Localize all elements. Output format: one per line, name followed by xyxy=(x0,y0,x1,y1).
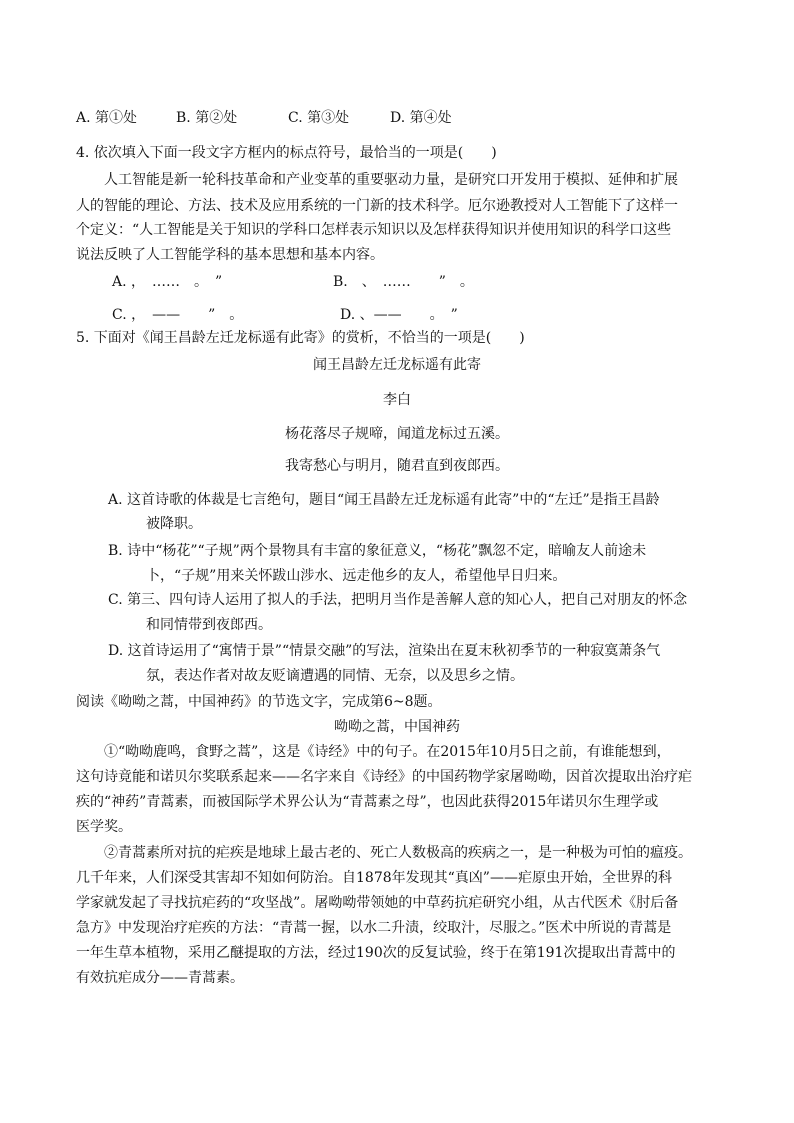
q3-option-a: A. 第①处 xyxy=(76,110,138,126)
q4-passage-line: 人的智能的理论、方法、技术及应用系统的一门新的技术科学。厄尔逊教授对人工智能下了这样一 xyxy=(76,198,678,214)
q3-option-c: C. 第③处 xyxy=(288,110,350,126)
q5-option-a-cont: 被降职。 xyxy=(146,516,202,532)
q5-stem: 5. 下面对《闻王昌龄左迁龙标遥有此寄》的赏析，不恰当的一项是( ) xyxy=(76,330,525,346)
reading-intro: 阅读《呦呦之蒿，中国神药》的节选文字，完成第6~8题。 xyxy=(76,694,442,710)
article-para2-line: 有效抗疟成分——青蒿素。 xyxy=(76,970,244,986)
q4-option-d: D. 、—— 。 ” xyxy=(340,307,458,323)
article-para2-line: 学家就发起了寻找抗疟药的“攻坚战”。屠呦呦带领她的中草药抗疟研究小组，从古代医术《肘后备 xyxy=(76,895,679,911)
article-para1-line: 这句诗竟能和诺贝尔奖联系起来——名字来自《诗经》的中国药物学家屠呦呦，因首次提取出治疗疟 xyxy=(76,769,692,785)
q3-option-d: D. 第④处 xyxy=(390,110,452,126)
q4-passage-line: 人工智能是新一轮科技革命和产业变革的重要驱动力量，是研究口开发用于模拟、延伸和扩展 xyxy=(104,172,678,188)
q4-option-b: B. 、 …… ” 。 xyxy=(333,274,474,290)
q5-option-d: D. 这首诗运用了“寓情于景”“情景交融”的写法，渲染出在夏末秋初季节的一种寂寞萧条气 xyxy=(108,643,661,659)
q5-option-c-cont: 和同情带到夜郎西。 xyxy=(146,617,272,633)
poem-title: 闻王昌龄左迁龙标遥有此寄 xyxy=(313,357,481,373)
article-para1-line: 医学奖。 xyxy=(76,819,132,835)
q5-option-a: A. 这首诗歌的体裁是七言绝句，题目“闻王昌龄左迁龙标遥有此寄”中的“左迁”是指王昌龄 xyxy=(108,492,660,508)
article-para1-line: ①“呦呦鹿鸣，食野之蒿”，这是《诗经》中的句子。在2015年10月5日之前，有谁能想到， xyxy=(104,744,671,760)
poem-author: 李白 xyxy=(383,392,411,408)
q5-option-d-cont: 氛，表达作者对故友贬谪遭遇的同情、无奈，以及思乡之情。 xyxy=(146,668,524,684)
article-para2-line: 几千年来，人们深受其害却不知如何防治。自1878年发现其“真凶”——疟原虫开始，全世界的科 xyxy=(76,870,672,886)
poem-line-1: 杨花落尽子规啼，闻道龙标过五溪。 xyxy=(285,426,509,442)
q5-option-b: B. 诗中“杨花”“子规”两个景物具有丰富的象征意义，“杨花”飘忽不定，暗喻友人前途未 xyxy=(108,543,647,559)
q4-passage-line: 个定义：“人工智能是关于知识的学科口怎样表示知识以及怎样获得知识并使用知识的科学口这些 xyxy=(76,222,672,238)
q4-passage-line: 说法反映了人工智能学科的基本思想和基本内容。 xyxy=(76,247,384,263)
q3-option-b: B. 第②处 xyxy=(176,110,238,126)
poem-line-2: 我寄愁心与明月，随君直到夜郎西。 xyxy=(285,458,509,474)
article-para2-line: 一年生草本植物，采用乙醚提取的方法，经过190次的反复试验，终于在第191次提取出青蒿中的 xyxy=(76,945,676,961)
q4-option-a: A. ， …… 。 ” xyxy=(112,274,223,290)
article-para2-line: 急方》中发现治疗疟疾的方法：“青蒿一握，以水二升渍，绞取汁，尽服之。”医术中所说的青蒿是 xyxy=(76,920,672,936)
article-para2-line: ②青蒿素所对抗的疟疾是地球上最古老的、死亡人数极高的疾病之一，是一种极为可怕的瘟疫。 xyxy=(104,845,692,861)
q4-stem: 4. 依次填入下面一段文字方框内的标点符号，最恰当的一项是( ) xyxy=(76,145,497,161)
q5-option-c: C. 第三、四句诗人运用了拟人的手法，把明月当作是善解人意的知心人，把自己对朋友的怀念 xyxy=(108,592,688,608)
q4-option-c: C. ， —— ” 。 xyxy=(112,307,244,323)
article-para1-line: 疾的“神药”青蒿素，而被国际学术界公认为“青蒿素之母”，也因此获得2015年诺贝尔生理学或 xyxy=(76,794,659,810)
q5-option-b-cont: 卜，“子规”用来关怀跋山涉水、远走他乡的友人，希望他早日归来。 xyxy=(146,568,567,584)
article-title: 呦呦之蒿，中国神药 xyxy=(334,719,460,735)
